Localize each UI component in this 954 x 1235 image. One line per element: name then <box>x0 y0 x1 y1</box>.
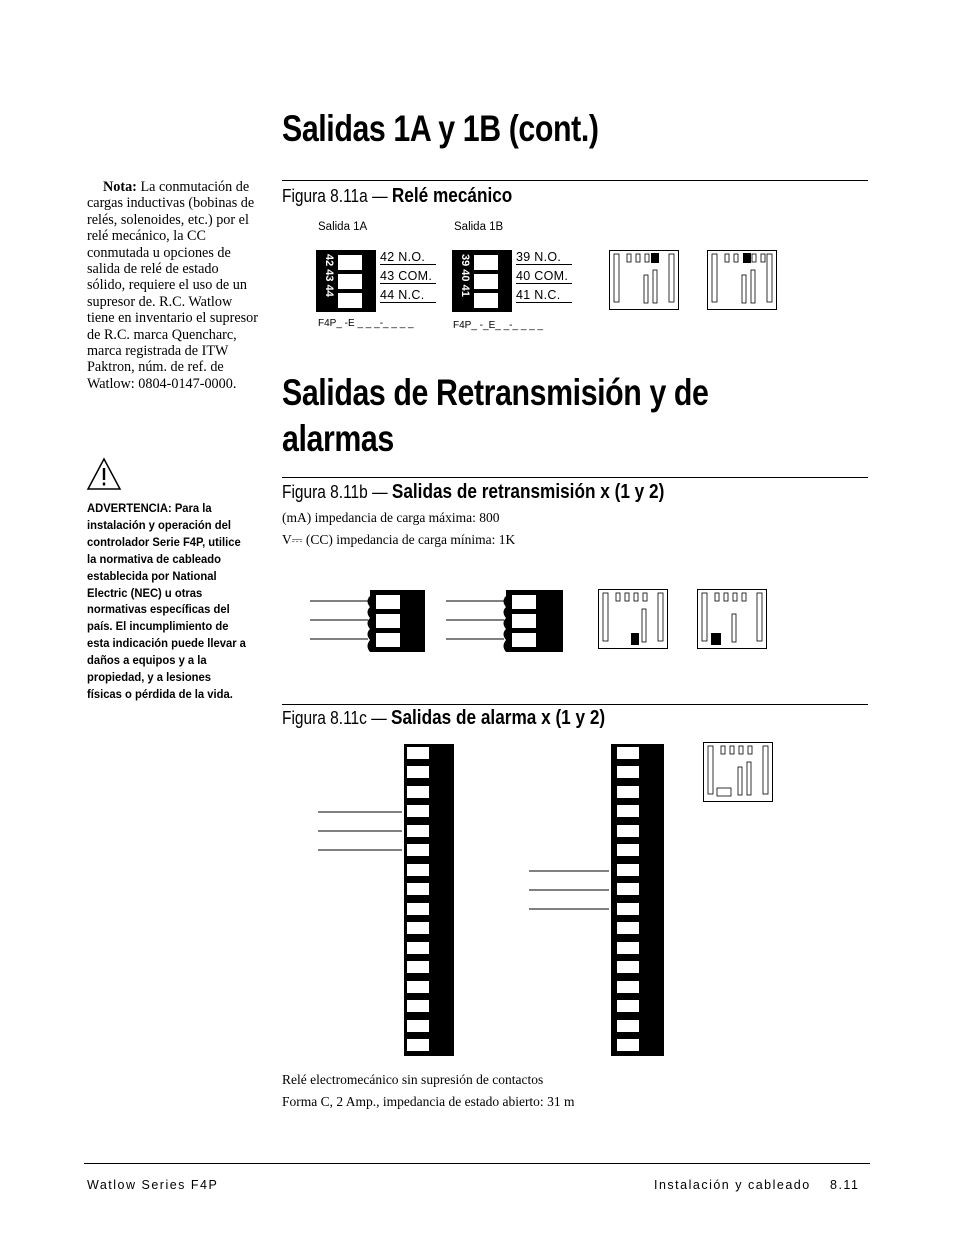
section-title-line1: Salidas de Retransmisión y de <box>282 372 709 413</box>
model-code-1b: F4P_ -_E_ _-_ _ _ _ <box>453 320 544 331</box>
footer-divider <box>84 1163 870 1164</box>
divider <box>282 180 868 181</box>
salida-1a-label: Salida 1A <box>318 221 368 233</box>
terminal-block-1b <box>452 250 512 312</box>
spec-vdc: V⎓ (CC) impedancia de carga mínima: 1K <box>282 532 516 547</box>
terminal-41-label: 41 N.C. <box>516 288 572 303</box>
controller-rear-view-1a <box>609 250 679 310</box>
note-text: La conmutación de cargas inductivas (bobinas de relés, solenoides, etc.) por el relé mecánico, la CC conmutada u opciones de salida de relé de estado sólido, requiere el uso de un supresor de. R.C. Watlow tiene en inventario el supresor de R.C. marca Quencharc, marca registrada de ITW Paktron, núm. de ref. de Watlow: 0804-0147-0000. <box>87 179 258 392</box>
note-label: Nota: <box>103 179 137 195</box>
divider <box>282 704 868 705</box>
alarm-terminal-strip-1 <box>318 742 458 1058</box>
terminal-40-label: 40 COM. <box>516 269 572 284</box>
footer-page-number: 8.11 <box>830 1178 860 1192</box>
controller-rear-view-1b <box>707 250 777 310</box>
spec-ma: (mA) impedancia de carga máxima: 800 <box>282 510 500 525</box>
figure-8-11c-caption: Figura 8.11c — Salidas de alarma x (1 y 2) <box>282 707 606 729</box>
alarm-terminal-strip-2 <box>529 742 669 1058</box>
retransmission-terminal-1 <box>310 588 430 654</box>
footer-section: Instalación y cableado <box>654 1178 811 1192</box>
terminal-numbers-1a: 42 43 44 <box>323 254 335 297</box>
figure-8-11b-caption: Figura 8.11b — Salidas de retransmisión x (1 y 2) <box>282 481 665 503</box>
salida-1b-label: Salida 1B <box>454 221 504 233</box>
relay-description: Relé electromecánico sin supresión de contactos <box>282 1072 544 1087</box>
terminal-block-1a <box>316 250 376 312</box>
warning-text: ADVERTENCIA: Para la instalación y operación del controlador Serie F4P, utilice la normativa de cableado establecida por National Electric (NEC) u otras normativas específicas del país. El incumplimiento de esta indicación puede llevar a daños a equipos y a la propiedad, y a lesiones físicas o pérdida de la vida. <box>87 501 246 701</box>
terminal-42-label: 42 N.O. <box>380 250 436 265</box>
relay-specs: Forma C, 2 Amp., impedancia de estado abierto: 31 m <box>282 1094 575 1109</box>
terminal-numbers-1b: 39 40 41 <box>459 254 471 297</box>
figure-8-11a-caption: Figura 8.11a — Relé mecánico <box>282 185 513 207</box>
footer-product: Watlow Series F4P <box>87 1178 219 1192</box>
controller-rear-view-retrans-1 <box>598 589 668 649</box>
controller-rear-view-retrans-2 <box>697 589 767 649</box>
page-title: Salidas 1A y 1B (cont.) <box>282 108 599 149</box>
controller-rear-view-alarm <box>703 742 773 802</box>
terminal-43-label: 43 COM. <box>380 269 436 284</box>
retransmission-terminal-2 <box>446 588 566 654</box>
terminal-39-label: 39 N.O. <box>516 250 572 265</box>
divider <box>282 477 868 478</box>
warning-icon <box>86 457 122 491</box>
section-title-line2: alarmas <box>282 418 394 459</box>
sidebar-note <box>87 179 259 392</box>
model-code-1a: F4P_ -E _ _ _-_ _ _ _ <box>318 318 414 329</box>
terminal-44-label: 44 N.C. <box>380 288 436 303</box>
